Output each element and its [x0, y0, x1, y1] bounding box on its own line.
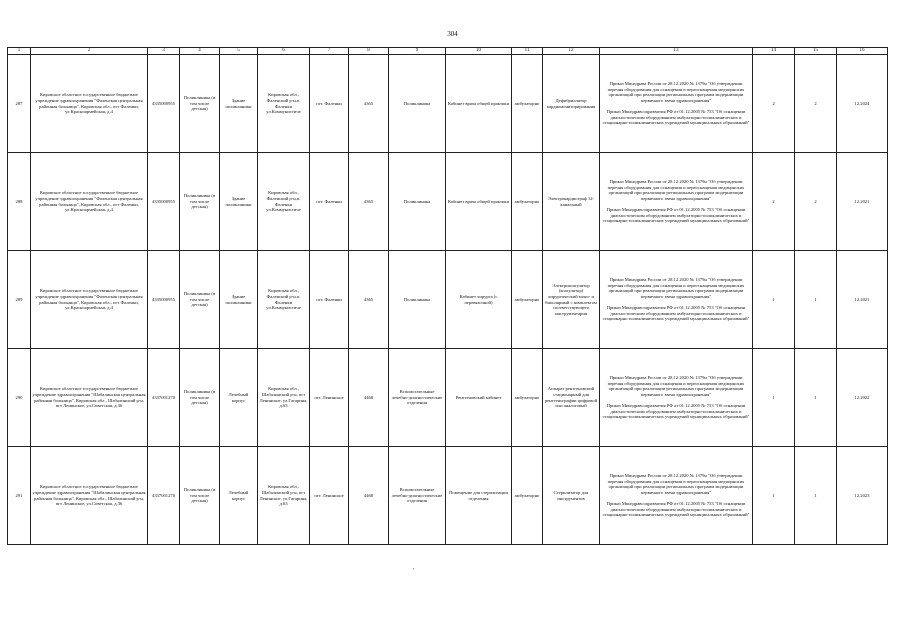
table-row: [8, 349, 888, 447]
equipment-cell: Стерилизатор для инструментов: [543, 447, 600, 545]
building-cell: Здание поликлиники: [220, 55, 258, 153]
quantity-cell: 1: [795, 251, 837, 349]
facility-type-cell: Поликлиника (в том числе детская): [180, 153, 220, 251]
unit-cell: Поликлиника: [389, 153, 446, 251]
header-cell: 9: [389, 48, 446, 55]
room-cell: Кабинет врача общей практики: [446, 153, 512, 251]
header-cell: 4: [180, 48, 220, 55]
care-form-cell: амбулаторно: [512, 349, 543, 447]
building-cell: Лечебный корпус: [220, 349, 258, 447]
code-cell: 4365: [349, 153, 389, 251]
header-cell: 6: [258, 48, 310, 55]
inn-cell: 4337001270: [148, 447, 180, 545]
building-cell: Здание поликлиники: [220, 251, 258, 349]
facility-type-cell: Поликлиника (в том числе детская): [180, 349, 220, 447]
code-cell: 4365: [349, 251, 389, 349]
quantity-cell: 2: [795, 55, 837, 153]
organization-cell: Кировское областное государственное бюджетное учреждение здравоохранения "Фаленская центральная районная больница", Кировская обл., пгт Фаленки, ул.Красноармейская, д.4: [31, 153, 148, 251]
quantity-cell: 2: [753, 153, 795, 251]
building-cell: Здание поликлиники: [220, 153, 258, 251]
room-cell: Кабинет хирурга (с перевязочной): [446, 251, 512, 349]
address-cell: Кировская обл., Фаленский р-н,п. Фаленки ул.Коммунистиче: [258, 55, 310, 153]
row-number: 289: [8, 251, 31, 349]
quantity-cell: 1: [753, 447, 795, 545]
date-cell: 12.2021: [837, 153, 888, 251]
page-mark: ': [413, 568, 415, 574]
row-number: 288: [8, 153, 31, 251]
equipment-cell: Электрокоагулятор (коагулятор) хирургический моно- и биполярный с комплектом соответствующего инструментария: [543, 251, 600, 349]
regulation-cell: Приказ Минздрава России от 28.12.2020 № 1379н "Об утверждении перечня оборудования для оснащения и переоснащения медицинских организаций при реализации региональных программ модернизации первичного звена здравоохранения" Приказ Минздравсоцразвития РФ от 01.12.2005 № 753 "Об оснащении диагностическим оборудованием амбулаторно-поликлинических и стационарно-поликлинических учреждений муниципальных образований": [600, 55, 753, 153]
address-cell: Кировская обл., Шабалинский р-н, пгт Ленинское, ул.Гагарина, д.63: [258, 349, 310, 447]
row-number: 290: [8, 349, 31, 447]
room-cell: Рентгеновский кабинет: [446, 349, 512, 447]
regulation-cell: Приказ Минздрава России от 28.12.2020 № 1379н "Об утверждении перечня оборудования для оснащения и переоснащения медицинских организаций при реализации региональных программ модернизации первичного звена здравоохранения" Приказ Минздравсоцразвития РФ от 01.12.2005 № 753 "Об оснащении диагностическим оборудованием амбулаторно-поликлинических и стационарно-поликлинических учреждений муниципальных образований": [600, 251, 753, 349]
organization-cell: Кировское областное государственное бюджетное учреждение здравоохранения "Шабалинская центральная районная больница", Кировская обл., Шабалинский р-н, пгт Ленинское, ул.Советская, д.36: [31, 447, 148, 545]
inn-cell: 4335000955: [148, 251, 180, 349]
quantity-cell: 1: [753, 251, 795, 349]
quantity-cell: 1: [795, 447, 837, 545]
quantity-cell: 1: [753, 349, 795, 447]
date-cell: 12.2022: [837, 349, 888, 447]
room-cell: Кабинет врача общей практики: [446, 55, 512, 153]
date-cell: 12.2024: [837, 55, 888, 153]
code-cell: 4365: [349, 55, 389, 153]
facility-type-cell: Поликлиника (в том числе детская): [180, 447, 220, 545]
header-cell: 5: [220, 48, 258, 55]
unit-cell: Поликлиника: [389, 251, 446, 349]
room-cell: Помещение для стерилизации отделения: [446, 447, 512, 545]
care-form-cell: амбулаторно: [512, 153, 543, 251]
table-row: [8, 447, 888, 545]
date-cell: 12.2021: [837, 251, 888, 349]
table-row: [8, 251, 888, 349]
header-cell: 12: [543, 48, 600, 55]
header-cell: 11: [512, 48, 543, 55]
address-cell: Кировская обл., Фаленский р-н,п. Фаленки ул.Коммунистиче: [258, 251, 310, 349]
header-cell: 3: [148, 48, 180, 55]
building-cell: Лечебный корпус: [220, 447, 258, 545]
row-number: 291: [8, 447, 31, 545]
page-number: 304: [447, 30, 458, 38]
address-cell: Кировская обл., Шабалинский р-н, пгт Ленинское, ул.Гагарина, д.63: [258, 447, 310, 545]
inn-cell: 4335000955: [148, 153, 180, 251]
organization-cell: Кировское областное государственное бюджетное учреждение здравоохранения "Фаленская центральная районная больница", Кировская обл., пгт Фаленки, ул.Красноармейская, д.4: [31, 55, 148, 153]
facility-type-cell: Поликлиника (в том числе детская): [180, 251, 220, 349]
header-cell: 10: [446, 48, 512, 55]
settlement-cell: пгт. Фаленки: [310, 55, 349, 153]
table-row: [8, 153, 888, 251]
quantity-cell: 2: [795, 153, 837, 251]
unit-cell: Поликлиника: [389, 55, 446, 153]
organization-cell: Кировское областное государственное бюджетное учреждение здравоохранения "Фаленская центральная районная больница", Кировская обл., пгт Фаленки, ул.Красноармейская, д.4: [31, 251, 148, 349]
header-cell: 2: [31, 48, 148, 55]
regulation-cell: Приказ Минздрава России от 28.12.2020 № 1379н "Об утверждении перечня оборудования для оснащения и переоснащения медицинских организаций при реализации региональных программ модернизации первичного звена здравоохранения" Приказ Минздравсоцразвития РФ от 01.12.2005 № 753 "Об оснащении диагностическим оборудованием амбулаторно-поликлинических и стационарно-поликлинических учреждений муниципальных образований": [600, 447, 753, 545]
settlement-cell: пгт. Фаленки: [310, 153, 349, 251]
settlement-cell: пгт. Ленинское: [310, 349, 349, 447]
quantity-cell: 1: [795, 349, 837, 447]
header-cell: 16: [837, 48, 888, 55]
header-cell: 8: [349, 48, 389, 55]
care-form-cell: амбулаторно: [512, 55, 543, 153]
unit-cell: Вспомогательные лечебно-диагностические отделения: [389, 447, 446, 545]
header-cell: 15: [795, 48, 837, 55]
date-cell: 12.2023: [837, 447, 888, 545]
equipment-table: [7, 47, 888, 545]
equipment-cell: Дефибриллятор кардиомониторирования: [543, 55, 600, 153]
settlement-cell: пгт. Ленинское: [310, 447, 349, 545]
settlement-cell: пгт. Фаленки: [310, 251, 349, 349]
header-cell: 13: [600, 48, 753, 55]
inn-cell: 4337001270: [148, 349, 180, 447]
row-number: 287: [8, 55, 31, 153]
facility-type-cell: Поликлиника (в том числе детская): [180, 55, 220, 153]
equipment-cell: Электрокардиограф 12-канальный: [543, 153, 600, 251]
column-number-header: [8, 48, 888, 55]
regulation-cell: Приказ Минздрава России от 28.12.2020 № 1379н "Об утверждении перечня оборудования для оснащения и переоснащения медицинских организаций при реализации региональных программ модернизации первичного звена здравоохранения" Приказ Минздравсоцразвития РФ от 01.12.2005 № 753 "Об оснащении диагностическим оборудованием амбулаторно-поликлинических и стационарно-поликлинических учреждений муниципальных образований": [600, 349, 753, 447]
regulation-cell: Приказ Минздрава России от 28.12.2020 № 1379н "Об утверждении перечня оборудования для оснащения и переоснащения медицинских организаций при реализации региональных программ модернизации первичного звена здравоохранения" Приказ Минздравсоцразвития РФ от 01.12.2005 № 753 "Об оснащении диагностическим оборудованием амбулаторно-поликлинических и стационарно-поликлинических учреждений муниципальных образований": [600, 153, 753, 251]
equipment-cell: Аппарат рентгеновский стационарный для рентгенографии цифровой или аналоговый: [543, 349, 600, 447]
table-row: [8, 55, 888, 153]
header-cell: 1: [8, 48, 31, 55]
header-cell: 14: [753, 48, 795, 55]
care-form-cell: амбулаторно: [512, 251, 543, 349]
care-form-cell: амбулаторно: [512, 447, 543, 545]
unit-cell: Вспомогательные лечебно-диагностические отделения: [389, 349, 446, 447]
quantity-cell: 2: [753, 55, 795, 153]
inn-cell: 4335000955: [148, 55, 180, 153]
header-cell: 7: [310, 48, 349, 55]
code-cell: 4468: [349, 349, 389, 447]
address-cell: Кировская обл., Фаленский р-н,п. Фаленки ул.Коммунистиче: [258, 153, 310, 251]
organization-cell: Кировское областное государственное бюджетное учреждение здравоохранения "Шабалинская центральная районная больница", Кировская обл., Шабалинский р-н, пгт Ленинское, ул.Советская, д.36: [31, 349, 148, 447]
code-cell: 4468: [349, 447, 389, 545]
